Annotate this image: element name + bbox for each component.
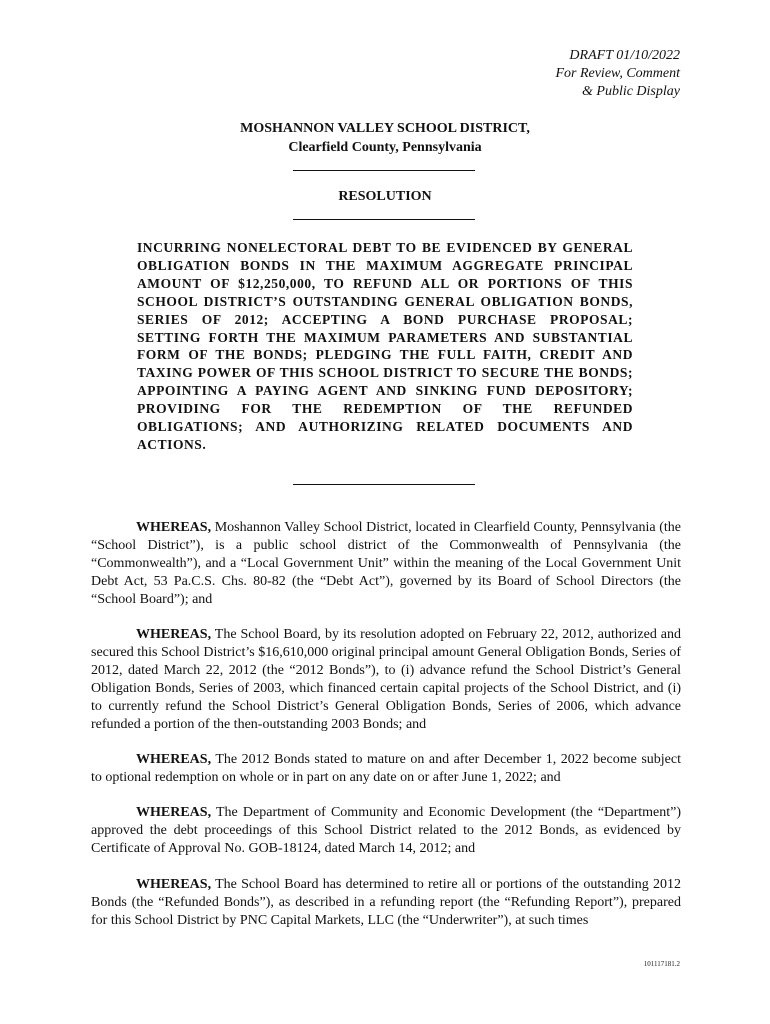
draft-date: DRAFT 01/10/2022 [569, 48, 680, 63]
whereas-paragraph [91, 626, 681, 735]
whereas-lead: WHEREAS, [136, 520, 212, 535]
whereas-lead: WHEREAS, [136, 752, 212, 767]
paragraph-text: The School Board, by its resolution adopted on February 22, 2012, authorized and secured this School District’s $16,610,000 original principal amount General Obligation Bonds, Series of 2012, dated March 22, 2012 (the “2012 Bonds”), to (i) advance refund the School District’s General Obligation Bonds, Series of 2003, which financed certain capital projects of the School District, and (i) to currently refund the School District’s General Obligation Bonds, Series of 2006, which advance refunded a portion of the then-outstanding 2003 Bonds; and [91, 627, 681, 733]
paragraph-text: The School Board has determined to retire all or portions of the outstanding 2012 Bonds (the “Refunded Bonds”), as described in a refunding report (the “Refunding Report”), prepared for this School District by PNC Capital Markets, LLC (the “Underwriter”), at such times [91, 877, 681, 929]
district-header [0, 119, 770, 157]
whereas-lead: WHEREAS, [136, 627, 212, 642]
divider [293, 219, 475, 220]
paragraph-text: The 2012 Bonds stated to mature on and after December 1, 2022 become subject to optional redemption on whole or in part on any date on or after June 1, 2022; and [91, 752, 681, 786]
whereas-paragraph [91, 804, 681, 858]
divider [293, 484, 475, 485]
resolution-title: INCURRING NONELECTORAL DEBT TO BE EVIDENCED BY GENERAL OBLIGATION BONDS IN THE MAXIMUM AGGREGATE PRINCIPAL AMOUNT OF $12,250,000, TO REFUND ALL OR PORTIONS OF THIS SCHOOL DISTRICT’S OUTSTANDING GENERAL OBLIGATION BONDS, SERIES OF 2012; ACCEPTING A BOND PURCHASE PROPOSAL; SETTING FORTH THE MAXIMUM PARAMETERS AND SUBSTANTIAL FORM OF THE BONDS; PLEDGING THE FULL FAITH, CREDIT AND TAXING POWER OF THIS SCHOOL DISTRICT TO SECURE THE BONDS; APPOINTING A PAYING AGENT AND SINKING FUND DEPOSITORY; PROVIDING FOR THE REDEMPTION OF THE REFUNDED OBLIGATIONS; AND AUTHORIZING RELATED DOCUMENTS AND ACTIONS. [137, 240, 633, 452]
resolution-heading: RESOLUTION [338, 189, 432, 204]
paragraph-text: The Department of Community and Economic Development (the “Department”) approved the debt proceedings of this School District related to the 2012 Bonds, as evidenced by Certificate of Approval No. GOB-18124, dated March 14, 2012; and [91, 805, 681, 857]
document-number: 101117181.2 [643, 960, 680, 968]
district-name: MOSHANNON VALLEY SCHOOL DISTRICT, [240, 121, 530, 136]
draft-review-line: For Review, Comment [555, 66, 680, 81]
whereas-lead: WHEREAS, [136, 877, 212, 892]
whereas-paragraph [91, 876, 681, 930]
draft-notice [555, 47, 680, 101]
whereas-lead: WHEREAS, [136, 805, 212, 820]
divider [293, 170, 475, 171]
county-name: Clearfield County, Pennsylvania [288, 140, 482, 155]
draft-display-line: & Public Display [582, 84, 680, 99]
whereas-paragraph [91, 751, 681, 787]
whereas-paragraph [91, 519, 681, 609]
paragraph-text: Moshannon Valley School District, located in Clearfield County, Pennsylvania (the “School District”), is a public school district of the Commonwealth of Pennsylvania (the “Commonwealth”), and a “Local Government Unit” within the meaning of the Local Government Unit Debt Act, 53 Pa.C.S. Chs. 80-82 (the “Debt Act”), governed by its Board of School Directors (the “School Board”); and [91, 520, 681, 608]
